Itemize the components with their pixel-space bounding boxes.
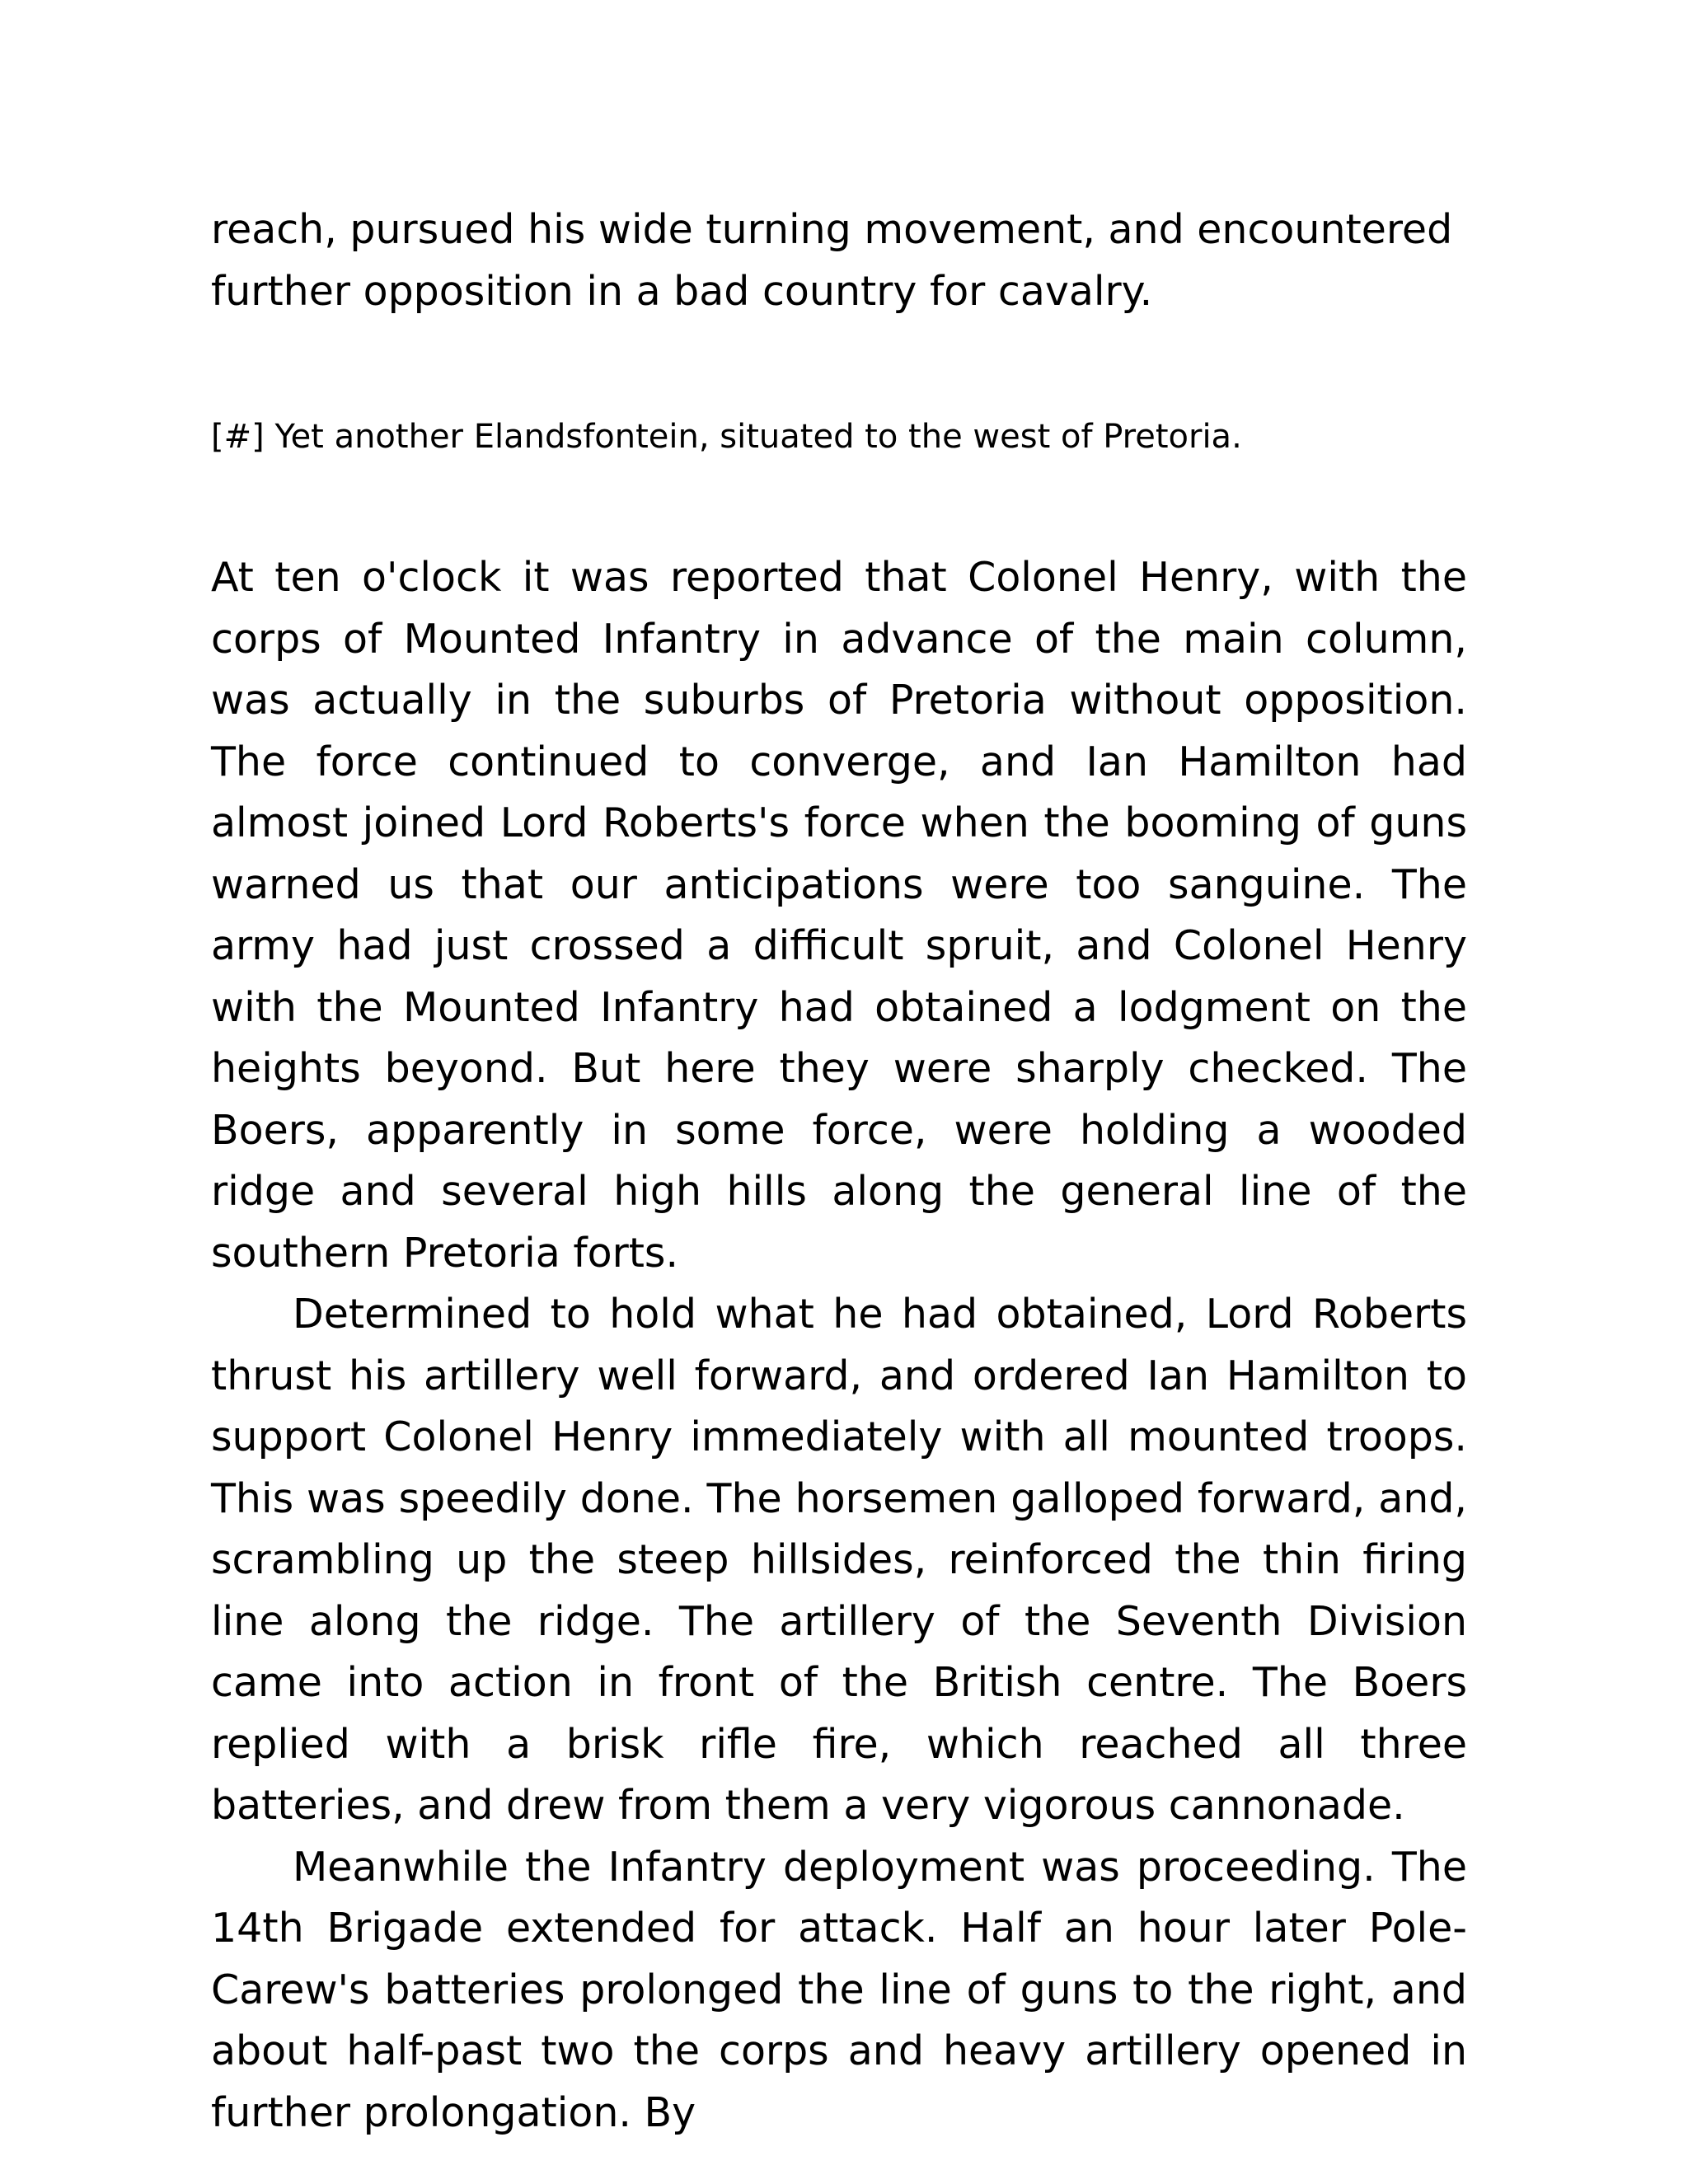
paragraph-colonel-henry: At ten o'clock it was reported that Colonel Henry, with the corps of Mounted Infantry in advance of the main column, was actually in the suburbs of Pretoria without opposition. The force continued to converge, and Ian Hamilton had almost joined Lord Roberts's force when the booming of guns warned us that our anticipations were too sanguine. The army had just crossed a difficult spruit, and Colonel Henry with the Mounted Infantry had obtained a lodgment on the heights beyond. But here they were sharply checked. The Boers, apparently in some force, were holding a wooded ridge and several high hills along the general line of the southern Pretoria forts. [211, 554, 1467, 1277]
paragraph-infantry-deployment: Meanwhile the Infantry deployment was proceeding. The 14th Brigade extended for attack. Half an hour later Pole-Carew's batteries prolonged the line of guns to the right, and about half-past two the corps and heavy artillery opened in further prolongation. By [211, 1843, 1467, 2136]
body-text [211, 547, 1467, 2144]
footnote: [#] Yet another Elandsfontein, situated to the west of Pretoria. [211, 418, 1242, 456]
paragraph-lord-roberts: Determined to hold what he had obtained, Lord Roberts thrust his artillery well forward, and ordered Ian Hamilton to support Colonel Henry immediately with all mounted troops. This was speedily done. The horsemen galloped forward, and, scrambling up the steep hillsides, reinforced the thin firing line along the ridge. The artillery of the Seventh Division came into action in front of the British centre. The Boers replied with a brisk rifle fire, which reached all three batteries, and drew from them a very vigorous cannonade. [211, 1291, 1467, 1829]
continuation-paragraph: reach, pursued his wide turning movement, and encountered further opposition in a bad country for cavalry. [211, 206, 1453, 315]
